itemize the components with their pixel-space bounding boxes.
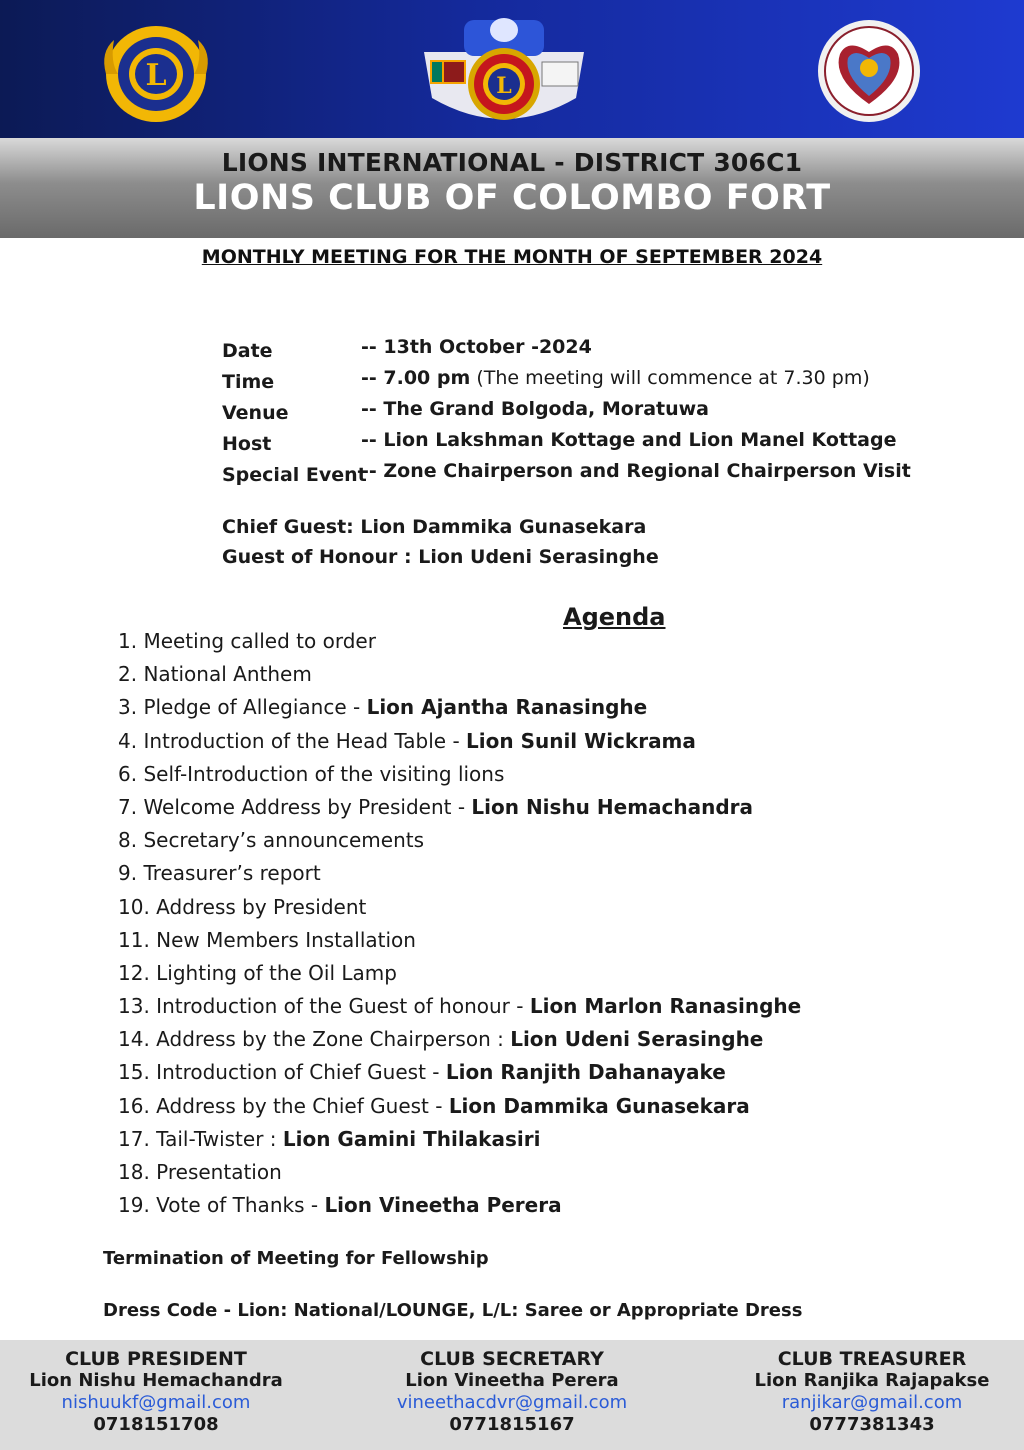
agenda-item: 3. Pledge of Allegiance - Lion Ajantha Ranasinghe xyxy=(118,695,648,720)
agenda-heading: Agenda xyxy=(563,603,666,631)
contact-name: Lion Ranjika Rajapakse xyxy=(754,1370,990,1391)
contact-role: CLUB SECRETARY xyxy=(420,1348,604,1370)
contact-name: Lion Vineetha Perera xyxy=(405,1370,619,1391)
detail-value: -- The Grand Bolgoda, Moratuwa xyxy=(361,398,709,420)
contact-treasurer xyxy=(740,1348,1004,1436)
contact-email-link[interactable]: vineethacdvr@gmail.com xyxy=(396,1392,628,1413)
district-title: LIONS INTERNATIONAL - DISTRICT 306C1 xyxy=(221,148,803,177)
chief-guest: Chief Guest: Lion Dammika Gunasekara xyxy=(222,516,647,538)
agenda-item: 2. National Anthem xyxy=(118,662,312,687)
contact-president xyxy=(20,1348,292,1436)
contact-name: Lion Nishu Hemachandra xyxy=(29,1370,283,1391)
lions-international-logo xyxy=(100,22,212,126)
header-band xyxy=(0,0,1024,138)
agenda-item: 18. Presentation xyxy=(118,1160,282,1184)
detail-value: -- Lion Lakshman Kottage and Lion Manel Kottage xyxy=(361,429,897,451)
agenda-item: 6. Self-Introduction of the visiting lions xyxy=(118,761,505,786)
contact-email-link[interactable]: ranjikar@gmail.com xyxy=(781,1392,963,1413)
contact-phone: 0771815167 xyxy=(449,1414,575,1435)
agenda-item: 13. Introduction of the Guest of honour - Lion Marlon Ranasinghe xyxy=(118,994,802,1019)
detail-value: -- Zone Chairperson and Regional Chairperson Visit xyxy=(361,460,911,482)
agenda-item: 15. Introduction of Chief Guest - Lion Ranjith Dahanayake xyxy=(118,1060,726,1085)
detail-label: Date xyxy=(222,340,273,362)
detail-value: -- 13th October -2024 xyxy=(361,336,592,358)
contact-email-link[interactable]: nishuukf@gmail.com xyxy=(61,1392,251,1413)
termination-note: Termination of Meeting for Fellowship xyxy=(103,1248,489,1269)
agenda-item: 10. Address by President xyxy=(118,894,367,919)
contact-role: CLUB TREASURER xyxy=(777,1348,967,1370)
agenda-item: 14. Address by the Zone Chairperson : Lion Udeni Serasinghe xyxy=(118,1027,764,1052)
uniting-hearts-uplifting-lives-logo xyxy=(814,16,924,126)
agenda-item: 12. Lighting of the Oil Lamp xyxy=(118,960,397,985)
dress-code: Dress Code - Lion: National/LOUNGE, L/L: Saree or Appropriate Dress xyxy=(103,1300,803,1321)
contact-secretary xyxy=(378,1348,646,1436)
guests xyxy=(222,516,659,576)
contact-role: CLUB PRESIDENT xyxy=(65,1348,247,1370)
detail-label: Special Event xyxy=(222,464,367,486)
agenda-item: 7. Welcome Address by President - Lion Nishu Hemachandra xyxy=(118,794,754,819)
club-title: LIONS CLUB OF COLOMBO FORT xyxy=(193,178,831,218)
agenda-item: 17. Tail-Twister : Lion Gamini Thilakasiri xyxy=(118,1126,541,1151)
agenda-item: 11. New Members Installation xyxy=(118,927,416,952)
agenda-item: 1. Meeting called to order xyxy=(118,629,376,653)
detail-label: Venue xyxy=(222,402,289,424)
detail-label: Host xyxy=(222,433,272,455)
svg-text:L: L xyxy=(496,73,512,99)
contacts-footer xyxy=(0,1340,1024,1450)
agenda-item: 19. Vote of Thanks - Lion Vineetha Perera xyxy=(118,1193,562,1218)
svg-text:L: L xyxy=(145,58,167,93)
agenda-item: 9. Treasurer’s report xyxy=(118,861,321,886)
title-band xyxy=(0,138,1024,238)
lions-emblem-with-flag-logo xyxy=(420,8,588,132)
guest-of-honour: Guest of Honour : Lion Udeni Serasinghe xyxy=(222,546,659,568)
agenda-item: 16. Address by the Chief Guest - Lion Dammika Gunasekara xyxy=(118,1093,750,1118)
detail-value: -- 7.00 pm (The meeting will commence at 7.30 pm) xyxy=(361,367,870,389)
detail-label: Time xyxy=(222,371,275,393)
agenda-list xyxy=(118,627,801,1224)
contact-phone: 0777381343 xyxy=(809,1414,935,1435)
meeting-subtitle: MONTHLY MEETING FOR THE MONTH OF SEPTEMBER 2024 xyxy=(201,246,823,268)
agenda-item: 8. Secretary’s announcements xyxy=(118,828,425,853)
contact-phone: 0718151708 xyxy=(93,1414,219,1435)
agenda-item: 4. Introduction of the Head Table - Lion Sunil Wickrama xyxy=(118,728,696,753)
